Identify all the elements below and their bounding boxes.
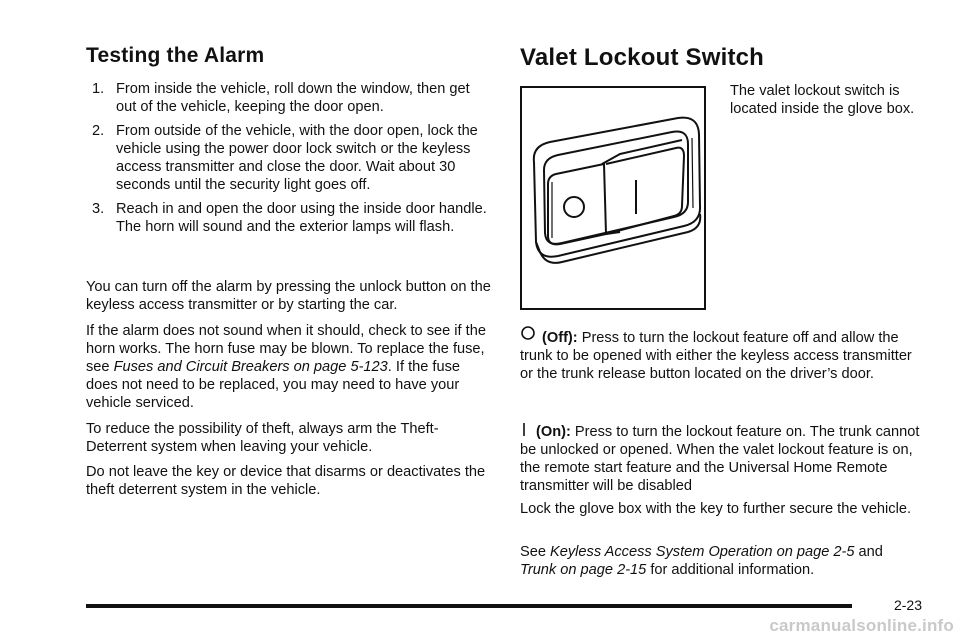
paragraph-key-warning: Do not leave the key or device that disarms or deactivates the theft deterrent system in the vehicle.: [86, 464, 486, 498]
paragraph-horn-text: If the alarm does not sound when it should, check to see if the horn works. The horn fuse may be blown. To replace the fuse, see: [86, 323, 486, 375]
see-also-paragraph: [520, 543, 920, 579]
switch-drawing: [522, 88, 704, 308]
step-number: 3.: [92, 201, 105, 217]
paragraph-horn-text-end: . If the fuse does not need to be replaced, you may need to have your vehicle serviced.: [86, 359, 460, 411]
paragraph-horn: [86, 322, 492, 412]
step-item: [86, 200, 492, 236]
on-label: (On):: [536, 424, 571, 440]
step-number: 1.: [92, 81, 105, 97]
lock-glovebox-paragraph: Lock the glove box with the key to further secure the vehicle.: [520, 501, 912, 517]
lockout-switch-illustration: [520, 86, 706, 310]
trunk-reference-link[interactable]: Trunk on page 2-15: [520, 562, 647, 578]
off-description: [520, 326, 920, 383]
step-text: From inside the vehicle, roll down the window, then get out of the vehicle, keeping the door open.: [116, 81, 470, 115]
step-number: 2.: [92, 123, 105, 139]
footer-rule: [86, 604, 852, 608]
see-suffix: for additional information.: [646, 562, 815, 578]
step-text: Reach in and open the door using the inside door handle. The horn will sound and the exterior lamps will flash.: [116, 201, 487, 235]
off-text: Press to turn the lockout feature off and allow the trunk to be opened with either the keyless access transmitter or the trunk release button located on the driver’s door.: [520, 330, 912, 382]
step-item: [86, 80, 492, 116]
off-label: (Off):: [542, 330, 578, 346]
fuses-reference-link[interactable]: Fuses and Circuit Breakers on page 5-123: [113, 359, 388, 375]
watermark: carmanualsonline.info: [769, 616, 954, 635]
see-and: and: [854, 544, 883, 560]
on-description: [520, 422, 920, 495]
on-line-icon: [520, 422, 530, 438]
on-text: Press to turn the lockout feature on. The trunk cannot be unlocked or opened. When the valet lockout feature is on, the remote start feature and the Universal Home Remote transmitter will be disabled: [520, 424, 920, 494]
steps-list: [86, 80, 492, 242]
section-heading-valet-lockout: Valet Lockout Switch: [520, 44, 765, 71]
keyless-access-reference-link[interactable]: Keyless Access System Operation on page 2-5: [550, 544, 855, 560]
step-item: [86, 122, 492, 194]
paragraph-reduce-theft: To reduce the possibility of theft, always arm the Theft-Deterrent system when leaving your vehicle.: [86, 421, 439, 455]
paragraph-unlock: You can turn off the alarm by pressing the unlock button on the keyless access transmitter or by starting the car.: [86, 279, 491, 313]
figure-caption: The valet lockout switch is located inside the glove box.: [730, 83, 915, 117]
step-text: From outside of the vehicle, with the door open, lock the vehicle using the power door lock switch or the keyless access transmitter and close the door. Wait about 30 seconds until the security light goes off.: [116, 123, 478, 193]
see-prefix: See: [520, 544, 551, 560]
off-circle-icon: [520, 326, 538, 344]
page-number: 2-23: [893, 597, 922, 613]
section-heading-testing-alarm: Testing the Alarm: [86, 44, 265, 67]
